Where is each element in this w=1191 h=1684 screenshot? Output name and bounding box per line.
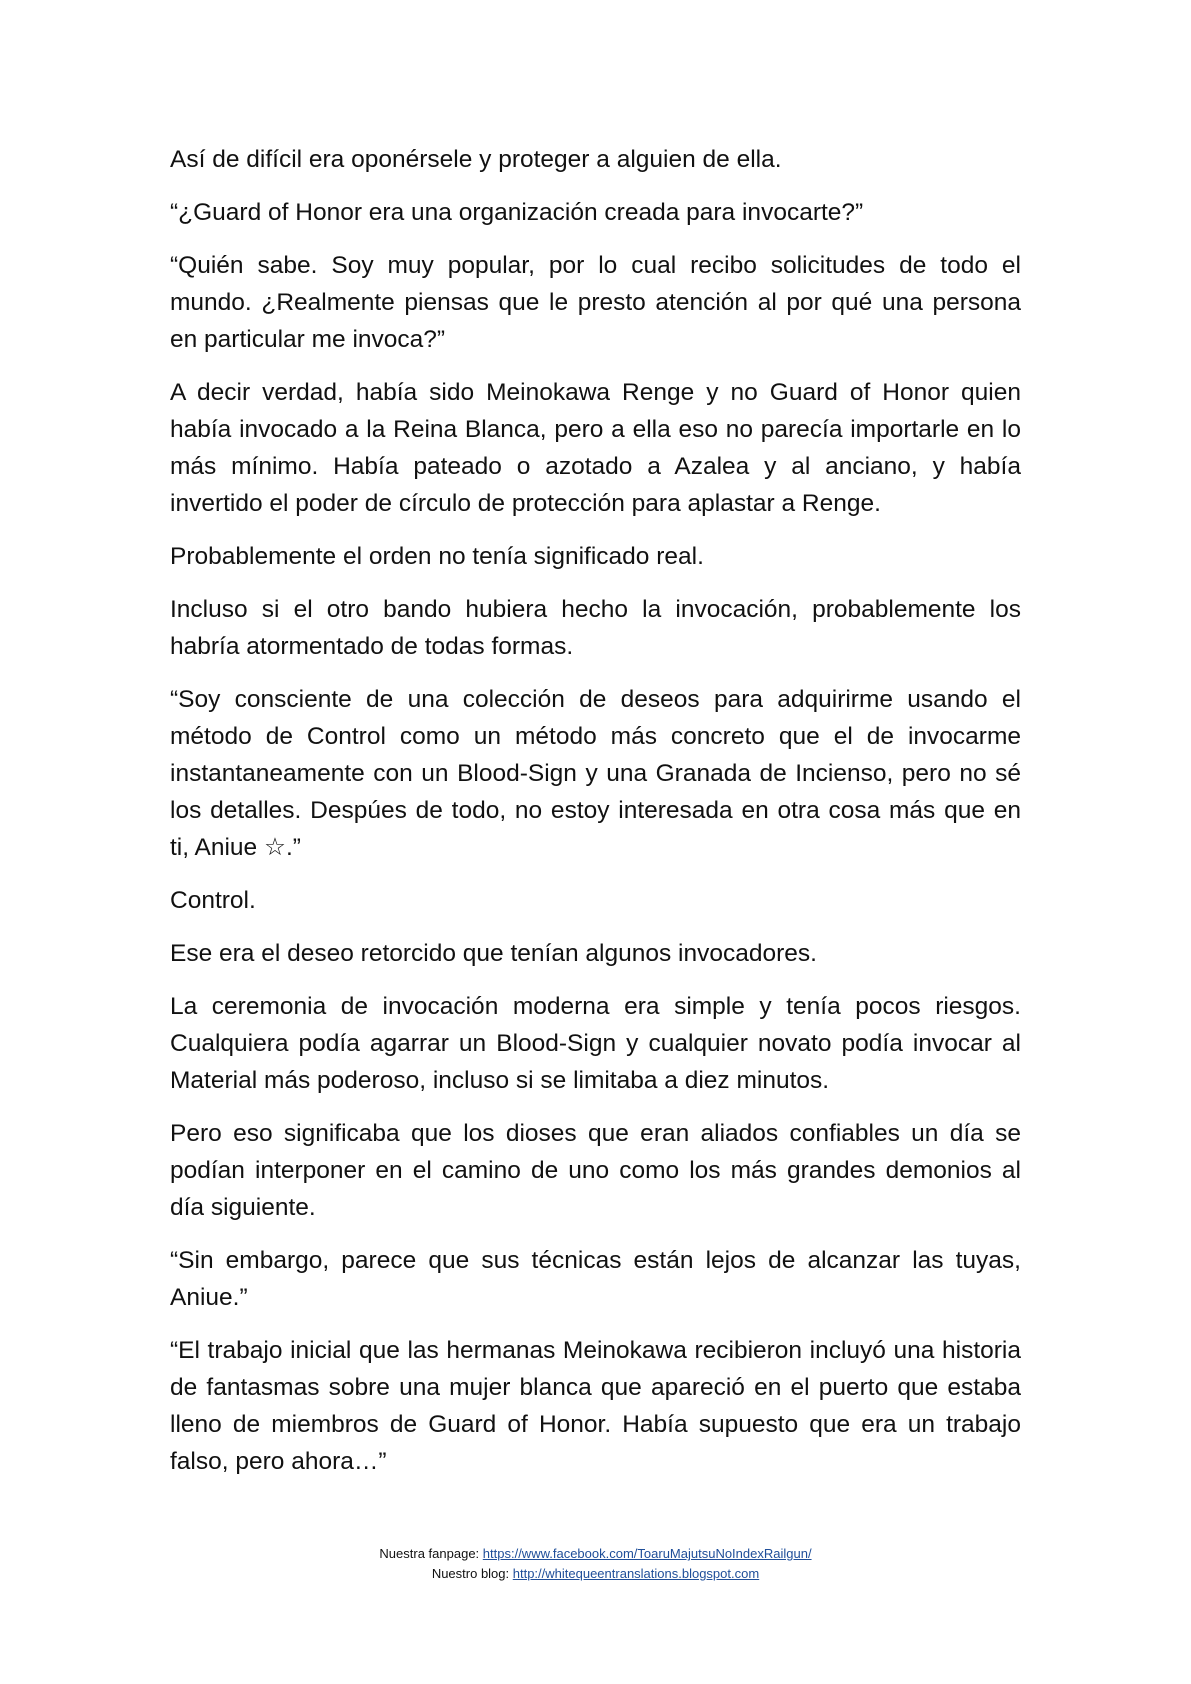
blog-link[interactable]: http://whitequeentranslations.blogspot.com xyxy=(512,1566,760,1581)
fanpage-label: Nuestra fanpage: xyxy=(379,1546,483,1561)
paragraph: “Quién sabe. Soy muy popular, por lo cual recibo solicitudes de todo el mundo. ¿Realmente piensas que le presto atención al por qué una persona en particular me invoca?” xyxy=(170,252,1021,353)
paragraph: “Soy consciente de una colección de deseos para adquirirme usando el método de Control como un método más concreto que el de invocarme instantaneamente con un Blood-Sign y una Granada de Incienso, pero no sé los detalles. Despúes de todo, no estoy interesada en otra cosa más que en ti, Aniue ☆.” xyxy=(170,686,1021,861)
paragraph: “El trabajo inicial que las hermanas Meinokawa recibieron incluyó una historia de fantasmas sobre una mujer blanca que apareció en el puerto que estaba lleno de miembros de Guard of Honor. Había supuesto que era un trabajo falso, pero ahora…” xyxy=(170,1337,1021,1475)
page-footer xyxy=(0,1544,1191,1584)
paragraph: A decir verdad, había sido Meinokawa Renge y no Guard of Honor quien había invocado a la Reina Blanca, pero a ella eso no parecía importarle en lo más mínimo. Había pateado o azotado a Azalea y al anciano, y había invertido el poder de círculo de protección para aplastar a Renge. xyxy=(170,379,1021,517)
footer-fanpage-line xyxy=(0,1544,1191,1564)
blog-label: Nuestro blog: xyxy=(431,1566,513,1581)
paragraph: Ese era el deseo retorcido que tenían algunos invocadores. xyxy=(170,940,817,967)
footer-blog-line xyxy=(0,1564,1191,1584)
paragraph: Control. xyxy=(170,887,256,914)
paragraph: La ceremonia de invocación moderna era simple y tenía pocos riesgos. Cualquiera podía agarrar un Blood-Sign y cualquier novato podía invocar al Material más poderoso, incluso si se limitaba a diez minutos. xyxy=(170,993,1021,1094)
paragraph: “¿Guard of Honor era una organización creada para invocarte?” xyxy=(170,199,864,226)
body-text xyxy=(170,141,1021,1496)
paragraph: Pero eso significaba que los dioses que eran aliados confiables un día se podían interponer en el camino de uno como los más grandes demonios al día siguiente. xyxy=(170,1120,1021,1221)
paragraph: Incluso si el otro bando hubiera hecho la invocación, probablemente los habría atormentado de todas formas. xyxy=(170,596,1021,660)
paragraph: “Sin embargo, parece que sus técnicas están lejos de alcanzar las tuyas, Aniue.” xyxy=(170,1247,1021,1311)
paragraph: Probablemente el orden no tenía significado real. xyxy=(170,543,704,570)
fanpage-link[interactable]: https://www.facebook.com/ToaruMajutsuNoIndexRailgun/ xyxy=(482,1546,812,1561)
paragraph: Así de difícil era oponérsele y proteger a alguien de ella. xyxy=(170,146,782,173)
